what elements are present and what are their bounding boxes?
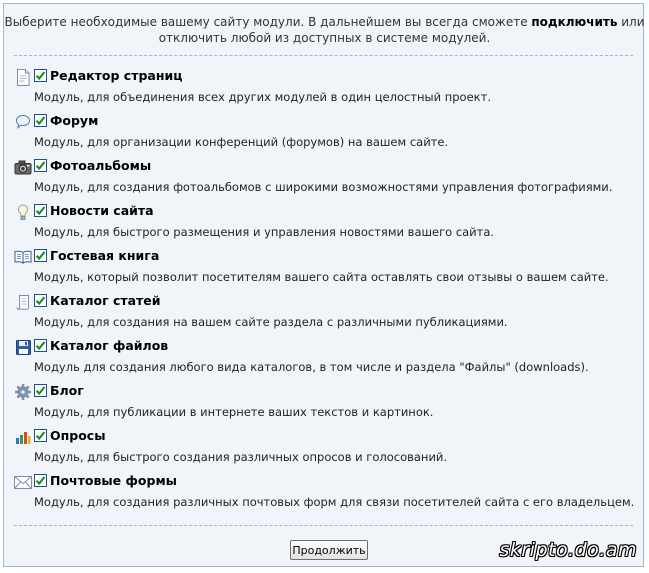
module-description: Модуль, для организации конференций (форумов) на вашем сайте. [34, 135, 449, 149]
module-title[interactable]: Новости сайта [50, 203, 154, 218]
module-checkbox[interactable] [34, 339, 47, 352]
module-description: Модуль, для быстрого размещения и управления новостями вашего сайта. [34, 225, 495, 239]
intro-text [4, 14, 645, 46]
floppy-disk-icon [14, 338, 32, 356]
module-item [12, 427, 632, 472]
module-checkbox[interactable] [34, 159, 47, 172]
module-checkbox[interactable] [34, 474, 47, 487]
module-title[interactable]: Опросы [50, 428, 106, 443]
module-item [12, 247, 632, 292]
module-list [12, 67, 635, 517]
module-title[interactable]: Каталог файлов [50, 338, 169, 353]
module-checkbox[interactable] [34, 69, 47, 82]
module-description: Модуль, для публикации в интернете ваших текстов и картинок. [34, 405, 434, 419]
module-title[interactable]: Почтовые формы [50, 473, 177, 488]
camera-icon [14, 158, 32, 176]
speech-bubble-icon [14, 113, 32, 131]
module-checkbox[interactable] [34, 429, 47, 442]
module-description: Модуль, для создания на вашем сайте раздела с различными публикациями. [34, 315, 508, 329]
watermark: skripto.do.am [499, 539, 637, 561]
continue-button[interactable]: Продолжить [290, 540, 368, 560]
module-checkbox[interactable] [34, 114, 47, 127]
intro-line1-part2: или [617, 15, 645, 29]
module-item [12, 67, 632, 112]
module-description: Модуль, для создания фотоальбомов с широкими возможностями управления фотографиями. [34, 180, 613, 194]
bottom-divider [14, 525, 633, 526]
module-description: Модуль, который позволит посетителям вашего сайта оставлять свои отзывы о вашем сайте. [34, 270, 609, 284]
module-checkbox[interactable] [34, 384, 47, 397]
bar-chart-icon [14, 428, 32, 446]
module-description: Модуль для создания любого вида каталогов, в том числе и раздела "Файлы" (downloads). [34, 360, 589, 374]
lightbulb-icon [14, 203, 32, 221]
module-description: Модуль, для объединения всех других модулей в один целостный проект. [34, 90, 491, 104]
intro-line1-bold: подключить [531, 15, 618, 29]
module-title[interactable]: Блог [50, 383, 84, 398]
module-title[interactable]: Форум [50, 113, 99, 128]
module-checkbox[interactable] [34, 294, 47, 307]
module-item [12, 112, 632, 157]
module-item [12, 202, 632, 247]
module-title[interactable]: Гостевая книга [50, 248, 160, 263]
module-description: Модуль, для создания различных почтовых форм для связи посетителей сайта с его владельцем. [34, 495, 635, 509]
module-checkbox[interactable] [34, 204, 47, 217]
gear-icon [14, 383, 32, 401]
module-checkbox[interactable] [34, 249, 47, 262]
module-selection-panel [3, 3, 644, 567]
intro-line2: отключить любой из доступных в системе модулей. [158, 31, 491, 45]
scroll-icon [14, 293, 32, 311]
page-icon [14, 68, 32, 86]
module-item [12, 157, 632, 202]
module-item [12, 337, 632, 382]
top-divider [14, 55, 633, 56]
module-item [12, 292, 632, 337]
module-title[interactable]: Редактор страниц [50, 68, 183, 83]
module-description: Модуль, для быстрого создания различных опросов и голосований. [34, 450, 448, 464]
open-book-icon [14, 248, 32, 266]
intro-line1-part1: Выберите необходимые вашему сайту модули. В дальнейшем вы всегда сможете [4, 15, 532, 29]
module-title[interactable]: Фотоальбомы [50, 158, 152, 173]
module-item [12, 472, 635, 517]
envelope-icon [14, 473, 32, 491]
module-title[interactable]: Каталог статей [50, 293, 161, 308]
module-item [12, 382, 632, 427]
